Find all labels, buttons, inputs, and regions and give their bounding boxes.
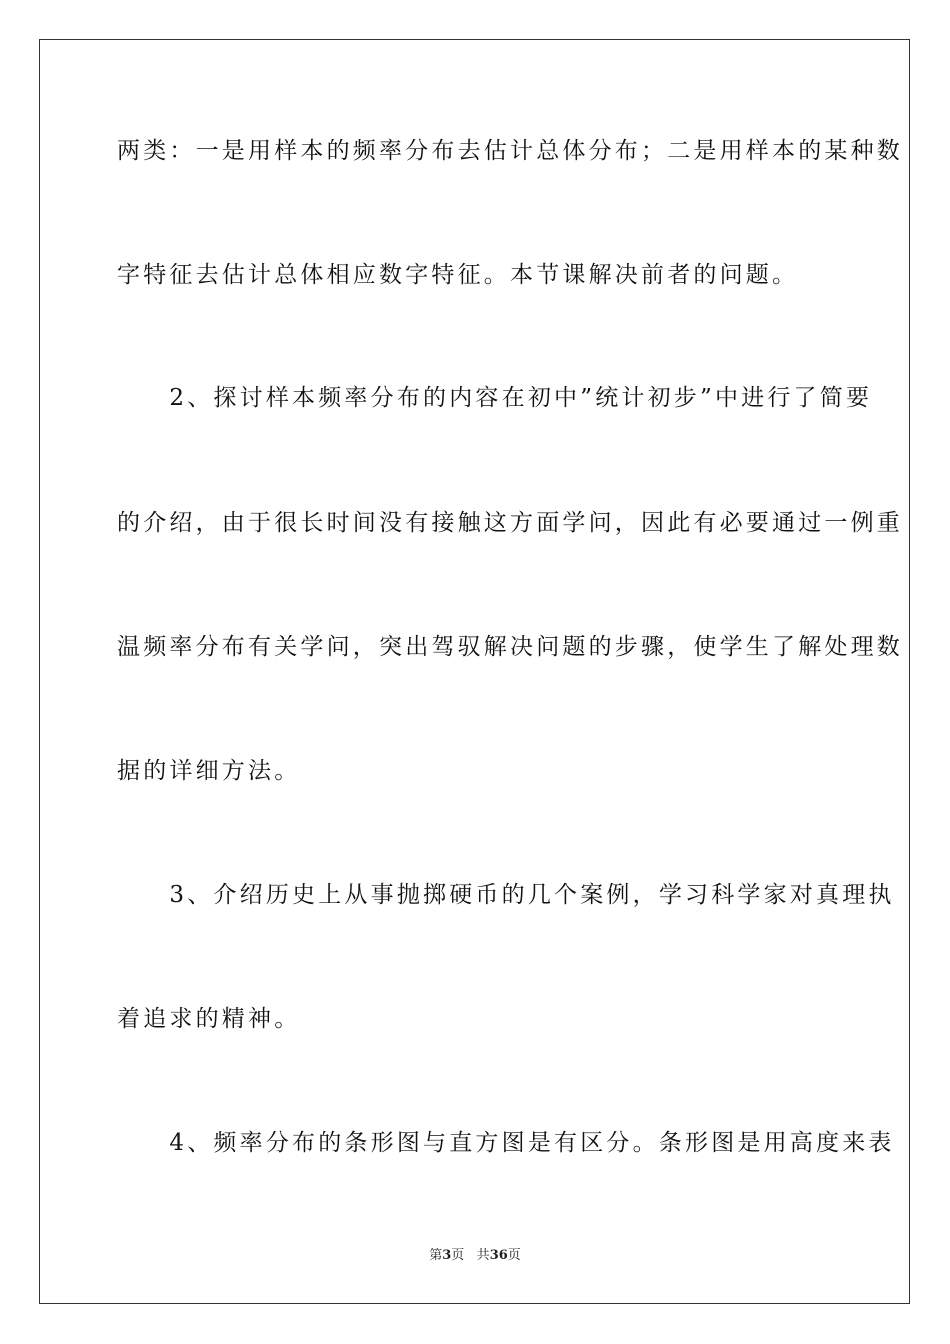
- page-number-footer: [0, 1248, 950, 1264]
- body-text-line: 两类：一是用样本的频率分布去估计总体分布；二是用样本的某种数: [117, 138, 903, 164]
- body-text-line: 4、频率分布的条形图与直方图是有区分。条形图是用高度来表: [117, 1130, 895, 1156]
- body-text-line: 据的详细方法。: [117, 758, 301, 784]
- body-text-line: 3、介绍历史上从事抛掷硬币的几个案例，学习科学家对真理执: [117, 882, 895, 908]
- total-prefix: 共: [476, 1248, 490, 1263]
- body-text-line: 2、探讨样本频率分布的内容在初中”统计初步”中进行了简要: [117, 385, 873, 411]
- total-pages-number: 36: [489, 1248, 508, 1263]
- body-text-line: 的介绍，由于很长时间没有接触这方面学问，因此有必要通过一例重: [117, 510, 903, 536]
- page-suffix: 页: [451, 1248, 465, 1263]
- body-text-line: 着追求的精神。: [117, 1006, 301, 1032]
- page-prefix: 第: [429, 1248, 443, 1263]
- body-text-line: 温频率分布有关学问，突出驾驭解决问题的步骤，使学生了解处理数: [117, 634, 903, 660]
- current-page-number: 3: [442, 1248, 452, 1263]
- body-text-line: 字特征去估计总体相应数字特征。本节课解决前者的问题。: [117, 262, 799, 288]
- total-suffix: 页: [507, 1248, 521, 1263]
- page-frame: [39, 39, 910, 1304]
